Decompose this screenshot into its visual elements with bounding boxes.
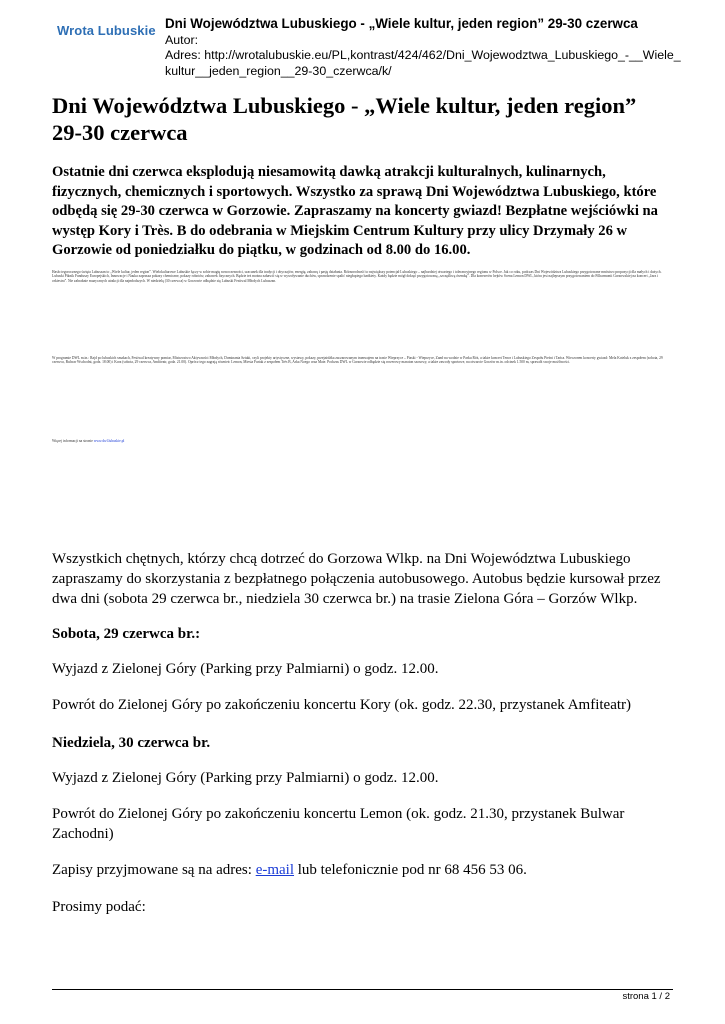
- please-provide: Prosimy podać:: [52, 899, 146, 915]
- small-paragraph-1: Hasło tegorocznego święta Lubuszan to „Wiele kultur, jeden region”. Wielokulturowe Lubuskie łączy w sobie magię nowoczesności, szacunek dla tradycji i obyczajów, energię, zabawę i pasję działania. Różnorodność to największy potencjał Lubuskiego – najbardziej otwartego i tolerancyjnego regionu w Polsce. Jak co roku, podczas Dni Województwa Lubuskiego przygotowane mnóstwo propozycji dla małych i dużych. Lubuski Piknik Funduszy Europejskich, Innowacje i Nauka zaprasza pokazy chemiczne, pokazy robotów, zabawek fizycznych. Będzie też można zabawić się w wywoływanie duchów, sprawdzenie spalić niegłupiego bańkiety. Każdy będzie mógł dokręć przygotowaną „szczęśliwą ósemkę”. Dla koneserów hejtów Scena Lemon DWL, która jest najlepszym przygotowaniem do Filharmonii Gorzowskiej na koncert „Jazz i orkiestra”. Nie zabraknie muzycznych atrakcji dla najmłodszych. W niedzielę (30 czerwca) w Gorzowie odbędzie się Lubuski Festiwal Młodych Lubuszan.: [52, 270, 662, 283]
- signup-suffix: lub telefonicznie pod nr 68 456 53 06.: [297, 862, 527, 878]
- footer-divider: [52, 989, 673, 990]
- article-title: [52, 92, 682, 146]
- header-title: Dni Województwa Lubuskiego - „Wiele kultur, jeden region” 29-30 czerwca: [165, 16, 638, 31]
- article-lead: Ostatnie dni czerwca eksplodują niesamowitą dawką atrakcji kulturalnych, kulinarnych, fizycznych, chemicznych i sportowych. Wszystko za sprawą Dni Województwa Lubuskiego, które odbędą się 29-30 czerwca w Gorzowie. Zapraszamy na koncerty gwiazd! Bezpłatne wejściówki na występ Kory i Très. B do odebrania w Miejskim Centrum Kultury przy ulicy Drzymały 26 w Gorzowie od poniedziałku do piątku, w godzinach od 8.00 do 16.00.: [52, 164, 658, 258]
- signup-prefix: Zapisy przyjmowane są na adres:: [52, 862, 252, 878]
- bus-intro-paragraph: Wszystkich chętnych, którzy chcą dotrzeć do Gorzowa Wlkp. na Dni Województwa Lubuskiego zapraszamy do skorzystania z bezpłatnego połączenia autobusowego. Autobus będzie kursował przez dwa dni (sobota 29 czerwca br., niedziela 30 czerwca br.) na trasie Zielona Góra – Gorzów Wlkp.: [52, 551, 661, 607]
- more-info-line: [52, 439, 672, 443]
- saturday-heading: Sobota, 29 czerwca br.:: [52, 626, 201, 642]
- wrota-lubuskie-logo[interactable]: Wrota Lubuskie: [57, 23, 156, 38]
- email-link[interactable]: e-mail: [255, 862, 295, 878]
- saturday-departure: Wyjazd z Zielonej Góry (Parking przy Palmiarni) o godz. 12.00.: [52, 661, 439, 677]
- page-number: strona 1 / 2: [622, 991, 670, 1002]
- saturday-return: Powrót do Zielonej Góry po zakończeniu koncertu Kory (ok. godz. 22.30, przystanek Amfiteatr): [52, 697, 632, 713]
- header-address-line-2: kultur__jeden_region__29-30_czerwca/k/: [165, 63, 392, 78]
- article-title-line-1: Dni Województwa Lubuskiego - „Wiele kultur, jeden region”: [52, 93, 637, 118]
- header-meta: [165, 16, 705, 79]
- header-author: Autor:: [165, 32, 199, 47]
- more-info-text: Więcej informacji na stronie: [52, 439, 93, 443]
- page-header: [0, 0, 725, 80]
- more-info-link[interactable]: www.dwl.lubuskie.pl: [93, 439, 125, 443]
- small-paragraph-2: W programie DWL m.in.: Rajd po lubuskich smakach, Festiwal kreatywny pomiar, Mistrzostwo Aktywności Młodych, Dominanta Sztuki, czyli projekty artystyczne, wystawy, pokazy, przejażdżka zaczarowanym tramwajem na trasie Wieprzyce – Piaski - Wieprzyce, Zamł na wodzie w Parku Róż, a także koncert Tenor i Lubuskiego Zespołu Pieśni i Tańca. Wieczorem koncerty gwiazd: Mela Koteluk z zespołem (sobota, 29 czerwca, Bulwar Wschodni, godz. 18.00) i Kora (sobota, 29 czerwca, Amfiteatr, godz. 21.00). Oprócz tego zagrają również: Lemon, Miesia Furtak z zespołem Très B, Arka Noego oraz Mate. Podczas DWL w Gorzowie odbędzie się rowerowy maraton szosowy, a także zawody sportowe, na otwarcie Gorzów m.in. odcinek 1.500 m, sprawdź swoje możliwości.: [52, 356, 663, 365]
- sunday-heading: Niedziela, 30 czerwca br.: [52, 735, 211, 751]
- sunday-return: Powrót do Zielonej Góry po zakończeniu koncertu Lemon (ok. godz. 21.30, przystanek Bulwar Zachodni): [52, 806, 625, 842]
- article-title-line-2: 29-30 czerwca: [52, 120, 188, 145]
- signup-paragraph: [52, 860, 672, 880]
- sunday-departure: Wyjazd z Zielonej Góry (Parking przy Palmiarni) o godz. 12.00.: [52, 770, 439, 786]
- header-address-line-1: Adres: http://wrotalubuskie.eu/PL,kontrast/424/462/Dni_Wojewodztwa_Lubuskiego_-__Wiele_: [165, 48, 681, 62]
